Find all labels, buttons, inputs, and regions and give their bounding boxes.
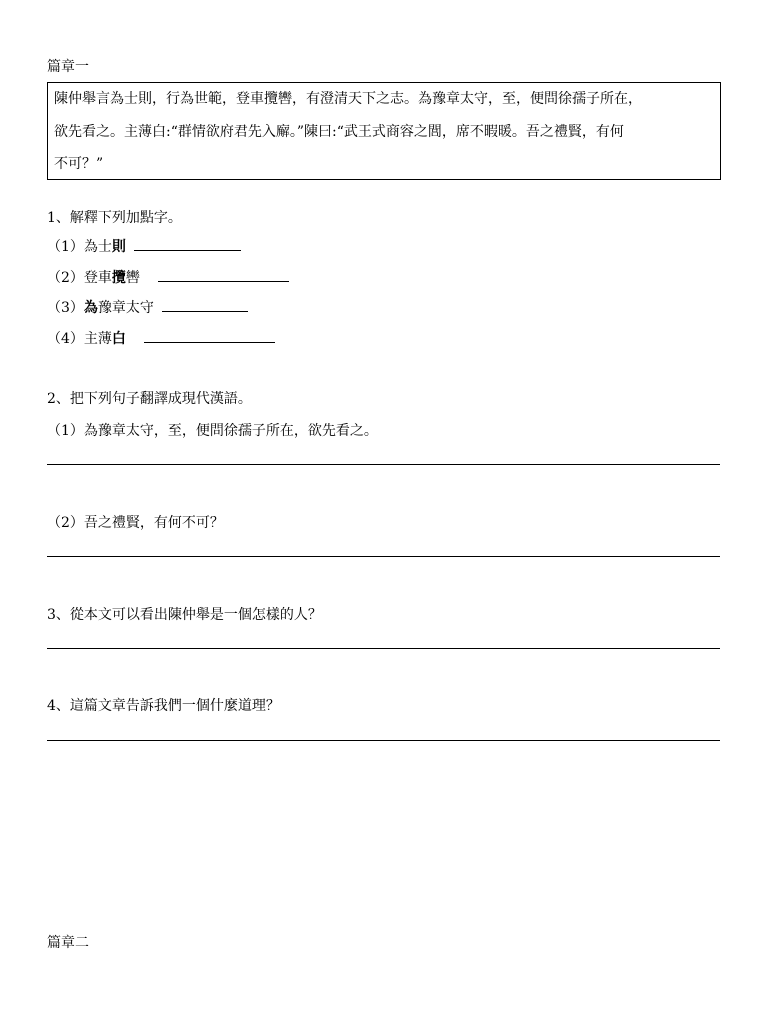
passage-line-1: 陳仲舉言為士則，行為世範，登車攬轡，有澄清天下之志。為豫章太守，至，便問徐孺子所在， (54, 91, 642, 107)
q1-item-2-prefix: （2）登車 (47, 270, 112, 286)
q1-item-4 (47, 328, 275, 348)
section2-title: 篇章二 (47, 935, 89, 951)
passage-line-2: 欲先看之。主薄白:“群情欲府君先入廨。”陳曰:“武王式商容之閭，席不暇暖。吾之禮賢，有何 (54, 124, 624, 140)
q1-item-3 (47, 297, 248, 317)
q2-sub1: （1）為豫章太守，至，便問徐孺子所在，欲先看之。 (47, 423, 378, 439)
q2-sub2: （2）吾之禮賢，有何不可？ (47, 515, 224, 531)
q1-item-2-emph: 攬 (111, 270, 126, 286)
passage-box (47, 82, 721, 180)
q3-heading: 3、從本文可以看出陳仲舉是一個怎樣的人？ (47, 607, 322, 623)
q4-answer-line[interactable] (47, 740, 720, 741)
q1-item-3-emph: 為 (83, 300, 98, 316)
q1-heading: 1、解釋下列加點字。 (47, 210, 182, 226)
q1-item-3-suffix: 豫章太守 (97, 300, 154, 316)
q1-item-3-prefix: （3） (47, 300, 84, 316)
q1-item-2-suffix: 轡 (125, 270, 140, 286)
passage-line-3: 不可？” (54, 156, 104, 172)
q2-sub2-answer-line[interactable] (47, 556, 720, 557)
q1-item-1-emph: 則 (111, 239, 126, 255)
q1-item-4-blank[interactable] (144, 328, 275, 343)
q1-item-3-blank[interactable] (162, 297, 248, 312)
section1-title: 篇章一 (47, 59, 89, 75)
q4-heading: 4、這篇文章告訴我們一個什麼道理？ (47, 698, 280, 714)
q1-item-2-blank[interactable] (158, 267, 289, 282)
q2-heading: 2、把下列句子翻譯成現代漢語。 (47, 391, 252, 407)
q1-item-2 (47, 267, 289, 287)
q1-item-1 (47, 236, 241, 256)
q1-item-1-prefix: （1）為士 (47, 239, 112, 255)
q1-item-4-emph: 白 (111, 331, 126, 347)
q3-answer-line[interactable] (47, 648, 720, 649)
q1-item-1-blank[interactable] (134, 236, 241, 251)
q2-sub1-answer-line[interactable] (47, 464, 720, 465)
q1-item-4-prefix: （4）主薄 (47, 331, 112, 347)
